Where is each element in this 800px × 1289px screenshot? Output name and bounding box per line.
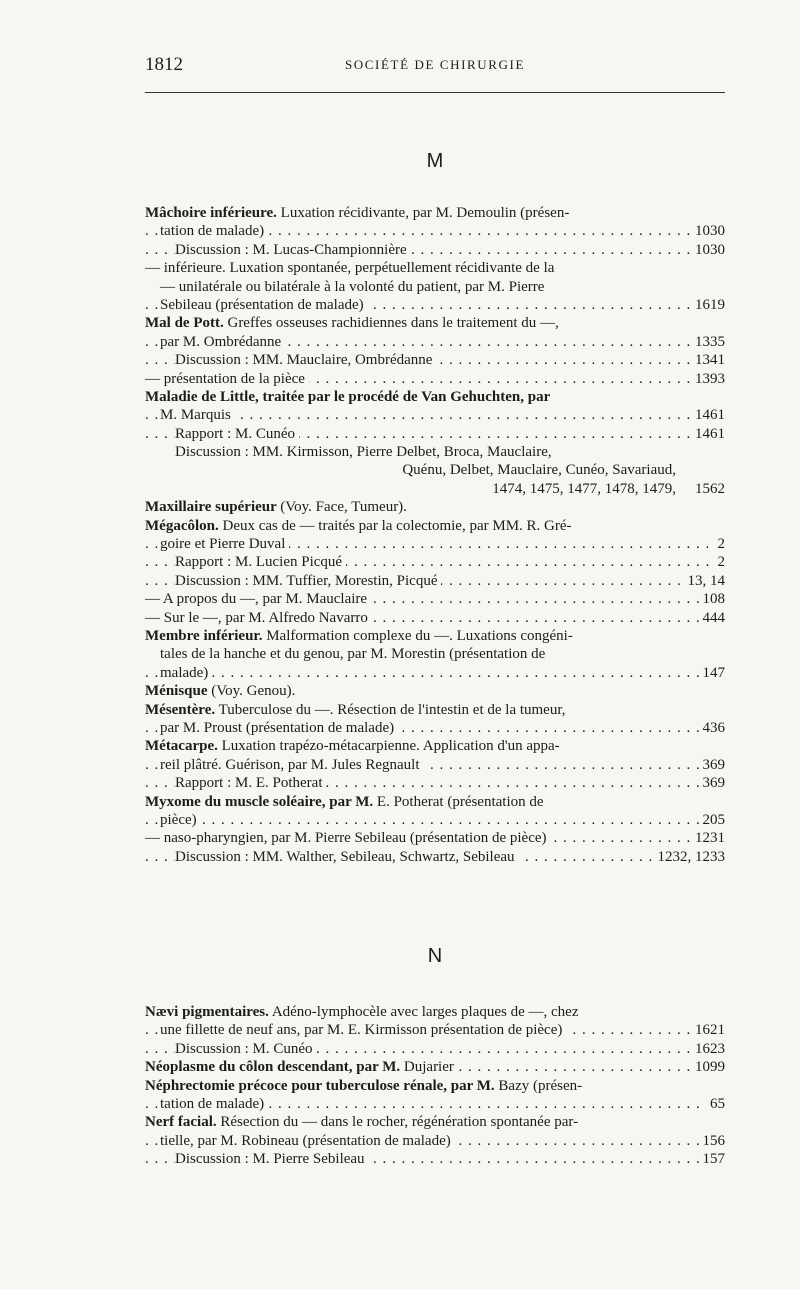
page-reference: 369	[699, 774, 726, 792]
index-line	[145, 811, 725, 829]
index-line-text: tation de malade)	[160, 1096, 268, 1112]
index-line	[145, 1040, 725, 1058]
index-line-text: — naso-pharyngien, par M. Pierre Sebileau (présentation de pièce)	[145, 830, 551, 846]
index-line-text: Mésentère. Tuberculose du —. Résection de l'intestin et de la tumeur,	[145, 702, 570, 718]
index-line-text: reil plâtré. Guérison, par M. Jules Regnault	[160, 757, 424, 773]
index-line-text: goire et Pierre Duval	[160, 536, 289, 552]
index-line-text: Maxillaire supérieur (Voy. Face, Tumeur).	[145, 499, 411, 515]
index-line	[145, 425, 725, 443]
page-reference: 1030	[691, 222, 725, 240]
index-line-text: par M. Ombrédanne	[160, 334, 285, 350]
index-line	[145, 1113, 725, 1131]
page-reference: 436	[699, 719, 726, 737]
page-reference: 1461	[691, 425, 725, 443]
index-line-text: une fillette de neuf ans, par M. E. Kirmisson présentation de pièce)	[160, 1022, 566, 1038]
section-m-entries	[145, 204, 725, 866]
index-line	[145, 222, 725, 240]
index-line-text: Mégacôlon. Deux cas de — traités par la colectomie, par MM. R. Gré-	[145, 518, 576, 534]
index-line-text: Discussion : MM. Walther, Sebileau, Schwartz, Sebileau	[175, 849, 519, 865]
index-line-text: Discussion : MM. Tuffier, Morestin, Picqué	[175, 573, 441, 589]
index-line	[145, 664, 725, 682]
index-line	[145, 590, 725, 608]
index-line	[145, 204, 725, 222]
index-line	[145, 645, 725, 663]
page-reference: 2	[714, 535, 726, 553]
index-line	[145, 1150, 725, 1168]
index-line-text: Néphrectomie précoce pour tuberculose rénale, par M. Bazy (présen-	[145, 1078, 586, 1094]
page-reference: 1341	[691, 351, 725, 369]
index-line	[145, 737, 725, 755]
index-line	[145, 1077, 725, 1095]
page-reference: 156	[699, 1132, 726, 1150]
index-line-text: Néoplasme du côlon descendant, par M. Dujarier	[145, 1059, 458, 1075]
index-line-text: Discussion : M. Cunéo	[175, 1041, 317, 1057]
section-letter-n: N	[427, 945, 443, 967]
page-reference: 205	[699, 811, 726, 829]
index-line-text: — unilatérale ou bilatérale à la volonté du patient, par M. Pierre	[160, 279, 548, 295]
index-line-text: — A propos du —, par M. Mauclaire	[145, 591, 371, 607]
page-reference: 2	[714, 553, 726, 571]
header-rule	[145, 92, 725, 93]
index-line-text: Discussion : MM. Mauclaire, Ombrédanne	[175, 352, 436, 368]
index-line	[145, 406, 725, 424]
page-reference: 65	[706, 1095, 725, 1113]
index-line-text: Rapport : M. Lucien Picqué	[175, 554, 346, 570]
page-reference: 1232, 1233	[654, 848, 726, 866]
index-line-text: Quénu, Delbet, Mauclaire, Cunéo, Savariaud,	[402, 462, 680, 478]
index-line	[145, 333, 725, 351]
index-line-text: Myxome du muscle soléaire, par M. E. Potherat (présentation de	[145, 794, 548, 810]
page-reference: 1030	[691, 241, 725, 259]
running-title: SOCIÉTÉ DE CHIRURGIE	[344, 57, 526, 72]
page-reference: 1461	[691, 406, 725, 424]
index-line-text: — inférieure. Luxation spontanée, perpétuellement récidivante de la	[145, 260, 558, 276]
index-line-text: Nævi pigmentaires. Adéno-lymphocèle avec larges plaques de —, chez	[145, 1004, 583, 1020]
index-line	[145, 774, 725, 792]
page-reference: 369	[699, 756, 726, 774]
index-line-text: Mal de Pott. Greffes osseuses rachidiennes dans le traitement du —,	[145, 315, 563, 331]
index-line	[145, 259, 725, 277]
index-line	[145, 572, 725, 590]
index-line-text: Mâchoire inférieure. Luxation récidivante, par M. Demoulin (présen-	[145, 205, 573, 221]
index-line-text: 1474, 1475, 1477, 1478, 1479,	[492, 481, 680, 497]
page-reference: 1619	[691, 296, 725, 314]
index-line-text: tation de malade)	[160, 223, 268, 239]
page-reference: 147	[699, 664, 726, 682]
page-reference: 1621	[691, 1021, 725, 1039]
index-line	[145, 1021, 725, 1039]
index-line	[145, 1058, 725, 1076]
index-line	[145, 1095, 725, 1113]
index-line	[145, 461, 725, 479]
index-line-text: Maladie de Little, traitée par le procédé de Van Gehuchten, par	[145, 389, 554, 405]
page-reference: 1335	[691, 333, 725, 351]
index-line-text: Nerf facial. Résection du — dans le rocher, régénération spontanée par-	[145, 1114, 582, 1130]
index-line-text: M. Marquis	[160, 407, 235, 423]
index-line-text: malade)	[160, 665, 212, 681]
index-line	[145, 388, 725, 406]
index-line	[145, 701, 725, 719]
page-reference: 1231	[691, 829, 725, 847]
index-line-text: Discussion : M. Pierre Sebileau	[175, 1151, 369, 1167]
index-line-text: Métacarpe. Luxation trapézo-métacarpienne. Application d'un appa-	[145, 738, 564, 754]
index-line-text: — Sur le —, par M. Alfredo Navarro	[145, 610, 372, 626]
index-line	[145, 517, 725, 535]
page-reference: 444	[699, 609, 726, 627]
index-line	[145, 296, 725, 314]
index-line	[145, 848, 725, 866]
page-reference: 1393	[691, 370, 725, 388]
index-line	[145, 682, 725, 700]
index-line	[145, 1003, 725, 1021]
index-line-text: Membre inférieur. Malformation complexe du —. Luxations congéni-	[145, 628, 577, 644]
page-reference: 1623	[691, 1040, 725, 1058]
page-reference: 157	[699, 1150, 726, 1168]
index-line	[145, 498, 725, 516]
index-line-text: Ménisque (Voy. Genou).	[145, 683, 299, 699]
index-line-text: Discussion : M. Lucas-Championnière	[175, 242, 411, 258]
index-line	[145, 829, 725, 847]
index-line	[145, 627, 725, 645]
index-line	[145, 278, 725, 296]
index-line-text: Sebileau (présentation de malade)	[160, 297, 368, 313]
page-reference: 1562	[691, 480, 725, 498]
index-line	[145, 1132, 725, 1150]
section-n-entries	[145, 1003, 725, 1169]
page-reference: 108	[699, 590, 726, 608]
index-line	[145, 314, 725, 332]
page-number: 1812	[145, 54, 183, 75]
index-line	[145, 443, 725, 461]
index-line	[145, 535, 725, 553]
index-line-text: tales de la hanche et du genou, par M. Morestin (présentation de	[160, 646, 549, 662]
index-line-text: tielle, par M. Robineau (présentation de malade)	[160, 1133, 455, 1149]
index-line	[145, 609, 725, 627]
index-line	[145, 793, 725, 811]
index-line	[145, 370, 725, 388]
index-line-text: Discussion : MM. Kirmisson, Pierre Delbet, Broca, Mauclaire,	[175, 444, 556, 460]
index-line	[145, 351, 725, 369]
index-line	[145, 241, 725, 259]
index-line-text: Rapport : M. E. Potherat	[175, 775, 326, 791]
section-letter-m: M	[426, 150, 444, 172]
running-head	[145, 54, 725, 78]
index-line-text: par M. Proust (présentation de malade)	[160, 720, 398, 736]
index-line	[145, 553, 725, 571]
index-line	[145, 719, 725, 737]
index-line-text: — présentation de la pièce	[145, 371, 309, 387]
page-reference: 1099	[691, 1058, 725, 1076]
index-line	[145, 480, 725, 498]
index-line-text: pièce)	[160, 812, 201, 828]
index-line-text: Rapport : M. Cunéo	[175, 426, 299, 442]
index-line	[145, 756, 725, 774]
page-reference: 13, 14	[684, 572, 726, 590]
